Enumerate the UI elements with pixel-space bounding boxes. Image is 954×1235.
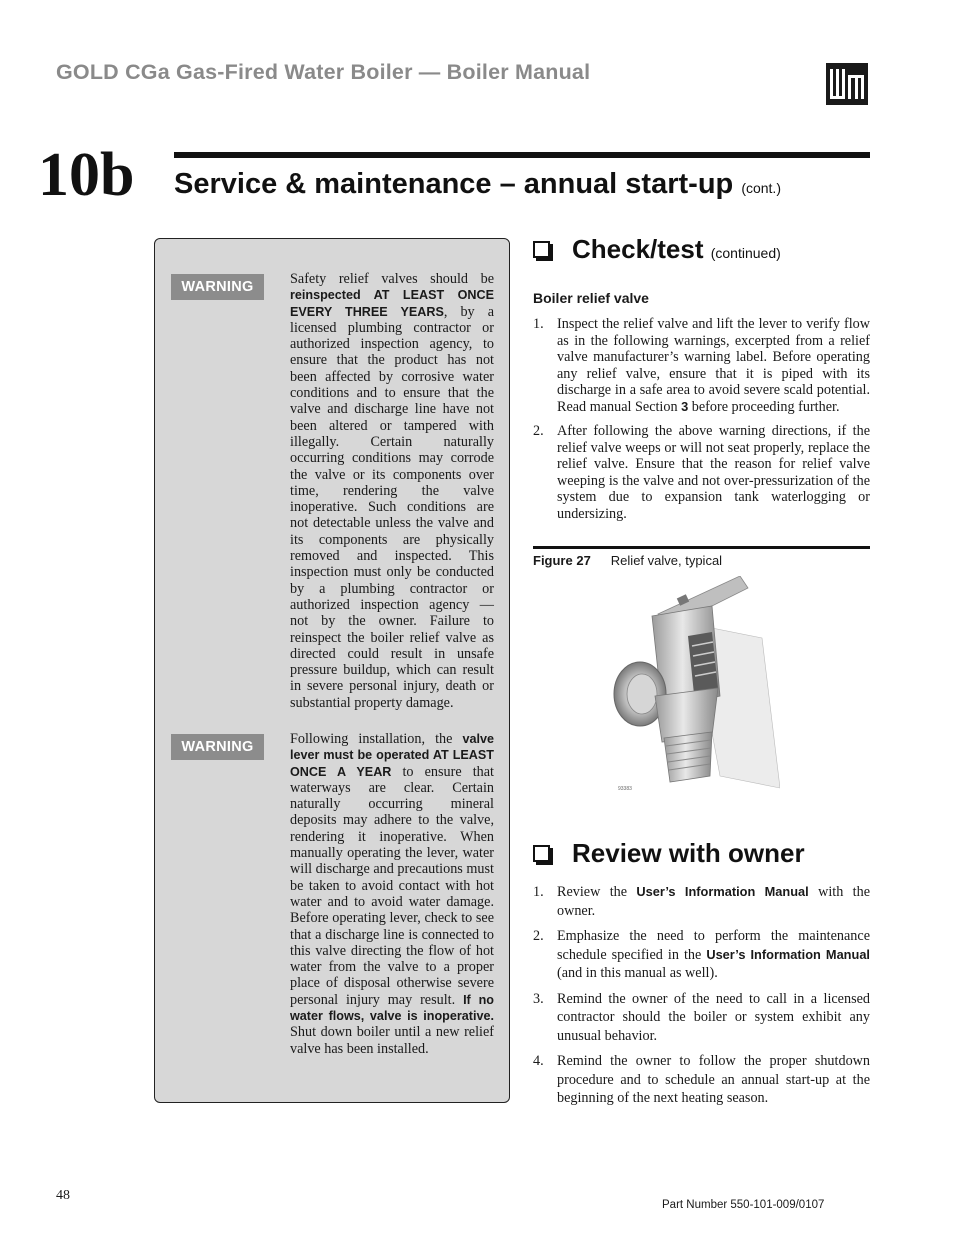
section-title-text: Service & maintenance – annual start-up (174, 168, 734, 200)
warning-text-part: Following installation, the (290, 731, 463, 747)
figure-caption (533, 553, 722, 568)
list-item-number: 1. (533, 884, 544, 900)
relief-valve-steps (533, 316, 870, 530)
list-item-text: with the owner. (557, 884, 870, 919)
checkbox-icon (533, 845, 550, 862)
warning-text-part: Shut down boiler until a new relief valve has been installed. (290, 1024, 494, 1057)
check-test-heading (533, 234, 781, 265)
figure-label: Figure 27 (533, 553, 591, 568)
warning-text-emphasis: valve lever must be operated AT LEAST ONCE A YEAR (290, 732, 494, 779)
section-number: 10b (38, 141, 135, 209)
warning-badge: WARNING (171, 734, 264, 760)
warning-text-reinspect (290, 271, 494, 711)
list-item-emphasis: 3 (681, 398, 689, 414)
part-number: Part Number 550-101-009/0107 (662, 1199, 825, 1211)
list-item-text: After following the above warning directions, if the relief valve weeps or will not seat properly, replace the relief valve. Ensure that the reason for relief valve weeping is the valve and not over-pressurization of the system due to expansion tank waterlogging or undersizing. (557, 423, 870, 522)
boiler-relief-valve-subheading: Boiler relief valve (533, 290, 649, 306)
list-item-text: Inspect the relief valve and lift the lever to verify flow as in the following warnings, excerpted from a relief valve manufacturer’s warning label. Before operating any relief valve, ensure that it is piped with its discharge in a safe area to avoid severe scald potential. Read manual Section (557, 316, 870, 415)
list-item-number: 2. (533, 928, 544, 944)
relief-valve-illustration (600, 576, 780, 796)
list-item-text: Review the (557, 884, 637, 900)
list-item (533, 927, 870, 983)
list-item (533, 990, 870, 1046)
warning-text-operate-lever (290, 731, 494, 1057)
check-test-heading-suffix: (continued) (710, 245, 781, 261)
warning-badge: WARNING (171, 274, 264, 300)
section-rule (174, 152, 870, 158)
weil-mclain-logo (826, 63, 868, 105)
section-title-suffix: (cont.) (741, 180, 781, 196)
list-item (533, 423, 870, 522)
review-heading-text: Review with owner (572, 838, 805, 868)
list-item-number: 1. (533, 316, 544, 332)
section-title (174, 168, 781, 201)
warning-text-part: to ensure that waterways are clear. Certain naturally occurring mineral deposits may adhere to the valve, rendering it inoperative. When manually operating the lever, water will discharge and precautions must be taken to avoid contact with hot water and to avoid water damage. Before operating lever, check to see that a discharge line is connected to this valve directing the flow of hot water from the valve to a proper place of disposal otherwise severe personal injury may result. (290, 763, 494, 1008)
list-item-emphasis: User’s Information Manual (706, 946, 870, 962)
list-item-number: 4. (533, 1053, 544, 1069)
warning-text-emphasis: reinspected AT LEAST ONCE EVERY THREE YEARS (290, 288, 494, 319)
warning-text-part: Safety relief valves should be (290, 271, 494, 287)
figure-code: 93383 (618, 786, 632, 792)
list-item-text: before proceeding further. (688, 398, 840, 415)
list-item-text: Emphasize the need to perform the maintenance schedule specified in the (557, 928, 870, 963)
check-test-heading-text: Check/test (572, 234, 704, 264)
list-item-text: Remind the owner of the need to call in a licensed contractor should the boiler or system exhibit any unusual behavior. (557, 990, 870, 1044)
list-item (533, 883, 870, 920)
list-item-text: Remind the owner to follow the proper shutdown procedure and to schedule an annual start-up at the beginning of the next heating season. (557, 1053, 870, 1106)
page-number: 48 (56, 1188, 70, 1203)
list-item-text: (and in this manual as well). (557, 965, 718, 981)
list-item (533, 1052, 870, 1108)
warning-text-emphasis: If no water flows, valve is inoperative. (290, 992, 494, 1024)
figure-caption-text: Relief valve, typical (610, 553, 723, 568)
figure-rule (533, 546, 870, 549)
list-item-emphasis: User’s Information Manual (636, 884, 809, 899)
warning-text-part: , by a licensed plumbing contractor or authorized inspection agency, to ensure that the product has not been affected by corrosive water conditions and to ensure that the valve and discharge line have not been altered or tampered with illegally. Certain naturally occurring conditions may corrode the valve or its components over time, rendering the valve inoperative. Such conditions are not detectable unless the valve and its components are physically removed and inspected. This inspection must only be conducted by a plumbing contractor or authorized inspection agency — not by the owner. Failure to reinspect the boiler relief valve as directed could result in unsafe pressure buildup, which can result in severe personal injury, death or substantial property damage. (290, 303, 494, 711)
review-steps (533, 883, 870, 1115)
checkbox-icon (533, 241, 550, 258)
list-item-number: 3. (533, 990, 544, 1007)
review-with-owner-heading (533, 838, 805, 869)
list-item-number: 2. (533, 423, 544, 439)
list-item (533, 316, 870, 415)
running-header-title: GOLD CGa Gas-Fired Water Boiler — Boiler Manual (56, 60, 591, 84)
